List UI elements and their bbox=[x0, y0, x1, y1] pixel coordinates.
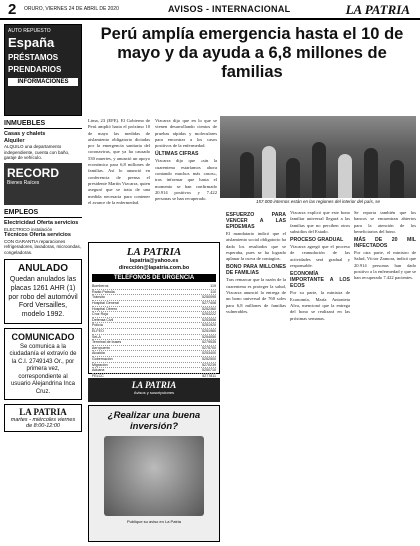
phone-line-number: 5277811 bbox=[202, 373, 216, 378]
article-col3-text-b: Tras remarcar que la razón de la cuarentena es proteger la salud, Vizcarra anunció la entrega de un bono universal de 760 soles para 6,8 millones de familias vulnerables. bbox=[226, 277, 286, 314]
anulado-title: ANULADO bbox=[18, 263, 68, 275]
article-col3-sub: ESFUERZO PARA VENCER A LAS EPIDEMIAS bbox=[226, 212, 286, 230]
phone-line-name: Hospital Obrero bbox=[92, 306, 118, 311]
phone-line-name: Cruz Roja bbox=[92, 312, 108, 317]
phone-line-number: 5254050 bbox=[202, 334, 216, 339]
inmuebles-sub2: Alquiler bbox=[4, 137, 25, 144]
section-title: AVISOS - INTERNACIONAL bbox=[168, 4, 291, 14]
phone-line-name: Hospital General bbox=[92, 301, 119, 306]
photo-caption: 157.000 internos están en las regiones del interior del país, se bbox=[255, 199, 381, 204]
phone-line-name: FELCC bbox=[92, 373, 104, 378]
ad-espana-line1: PRÉSTAMOS bbox=[8, 53, 59, 62]
ad-espana bbox=[4, 24, 82, 116]
article-col1 bbox=[88, 118, 150, 238]
phone-line-number: 5270239 bbox=[202, 362, 216, 367]
ad-lp-email: lapatria@yahoo.es bbox=[129, 258, 179, 264]
phone-line-number: 5251920 bbox=[202, 323, 216, 328]
phone-line-name: Bomberos bbox=[92, 284, 109, 289]
article-col4-sub: PROCESO GRADUAL bbox=[290, 237, 344, 244]
comunicado-body: Se comunica a la ciudadanía el extravío de la C.I. 2749143 Or., por primera vez, correspondiente al usuario Alejandrina Inca Cruz. bbox=[9, 343, 77, 395]
ad-invest-sub: Publique su aviso en La Patria bbox=[126, 519, 182, 524]
phone-line-number: 5253556 bbox=[202, 317, 216, 322]
article-col2-text-b: Vizcarra dijo que «sin la cuarentena estaríamos ahora contando muchos más casos», tras informar que hasta el momento se han confirmado 20.914 positivos y 7.422 personas se han recuperado. bbox=[155, 158, 217, 202]
article-col4-text-b: Vizcarra agregó que el proceso de reanudación de las actividades será gradual y responsable. bbox=[290, 244, 350, 269]
anulado-body: Quedan anulados las placas 1261 AHR (1) por robo del automóvil Ford Versailles, modelo 1992. bbox=[8, 276, 78, 319]
classifieds-column bbox=[4, 24, 82, 432]
empleos-text1: ELECTRICO instalación bbox=[4, 226, 53, 232]
phone-line-name: Defensa Civil bbox=[92, 317, 114, 322]
ad-lp-web: dirección@lapatria.com.bo bbox=[118, 265, 190, 272]
article-col5-sub: MÁS DE 20 MIL INFECTADOS bbox=[354, 237, 416, 250]
la-patria-box-body: martes - miércoles viernes de 8:00-12:00 bbox=[10, 417, 76, 430]
article-photo bbox=[220, 116, 416, 198]
phone-line-name: Radio Patrulla bbox=[92, 289, 115, 294]
phone-line-number: 5251960 bbox=[202, 329, 216, 334]
ad-record-brand: RECORD bbox=[7, 166, 60, 181]
phone-line-number: 5275700 bbox=[202, 345, 216, 350]
article-col3-text: El mandatario indicó que el aislamiento social obligatorio ha dado los resultados que se esperaba, pues se ha logrado aplanar la curva de contagios. bbox=[226, 231, 286, 262]
phone-line-number: 5253400 bbox=[202, 351, 216, 356]
la-patria-box-title: LA PATRIA bbox=[19, 407, 67, 418]
empleos-sub2: Técnicos Oferta servicios bbox=[4, 232, 71, 239]
inmuebles-item bbox=[4, 131, 82, 160]
page-header bbox=[0, 0, 420, 20]
ad-espana-line2: PRENDARIOS bbox=[8, 65, 62, 74]
empleos-sub: Electricidad Oferta servicios bbox=[4, 220, 79, 227]
phone-line-name: Migración bbox=[92, 362, 108, 367]
phone-line-number: 5253222 bbox=[202, 312, 216, 317]
phone-line-name: Terminal de buses bbox=[92, 340, 122, 345]
ad-la-patria-phones bbox=[88, 242, 220, 378]
ad-invest-title: ¿Realizar una buena inversión? bbox=[107, 410, 201, 432]
article-col4-text: Vizcarra explicó que este bono familiar universal llegará a las familias que no perciben otros subsidios del Estado. bbox=[290, 210, 350, 234]
inmuebles-sub: Casas y chalets bbox=[4, 131, 46, 137]
ad-la-patria-small bbox=[88, 378, 220, 402]
phone-line-name: ELFEO bbox=[92, 329, 104, 334]
inmuebles-text: ALQUILO una departamento independiente, cuenta con baño, garaje de vehículo. bbox=[4, 144, 70, 160]
anulado-notice bbox=[4, 259, 82, 324]
masthead: LA PATRIA bbox=[345, 2, 410, 17]
article-col3 bbox=[226, 210, 286, 540]
phone-line-number: 110 bbox=[210, 289, 216, 294]
phone-line-number: 5252500 bbox=[202, 357, 216, 361]
comunicado-title: COMUNICADO bbox=[11, 331, 75, 342]
article-col4-text-c: Por su parte, la ministra de Economía, María Antonieta Alva, mencionó que la entrega del bono se realizará en las próximas semanas. bbox=[290, 290, 350, 321]
empleos-heading: EMPLEOS bbox=[4, 209, 82, 218]
phone-line-number: 5279535 bbox=[202, 340, 216, 345]
comunicado-notice bbox=[4, 328, 82, 401]
article-col4 bbox=[290, 210, 350, 540]
ad-lp-phone-list bbox=[92, 284, 216, 390]
ad-espana-info: INFORMACIONES bbox=[8, 78, 78, 86]
empleos-text2: CON GARANTIA reparaciones refrigeradores, lavadoras, microondas, congeladoras. bbox=[4, 238, 82, 255]
ad-invest-photo bbox=[104, 436, 204, 516]
empleos-item bbox=[4, 220, 82, 255]
phone-line-name: SeLA bbox=[92, 334, 101, 339]
page-number: 2 bbox=[8, 1, 17, 18]
ad-espana-top: AUTO REPUESTO bbox=[8, 28, 51, 34]
ad-lp-title: LA PATRIA bbox=[126, 246, 182, 258]
article-headline: Perú amplía emergencia hasta el 10 de mayo y da ayuda a 6,8 millones de familias bbox=[100, 25, 404, 81]
la-patria-box bbox=[4, 404, 82, 432]
phone-line-number: 5277408 bbox=[202, 301, 216, 306]
ad-lp2-sub: Avisos y suscripciones bbox=[133, 390, 175, 395]
phone-line-number: 5250710 bbox=[202, 368, 216, 373]
article-col5-text-b: Por otra parte, el ministro de Salud, Víctor Zamora, indicó que 20.914 personas han dado positivo a la enfermedad y que se han recuperado 7.422 pacientes. bbox=[354, 250, 416, 281]
inmuebles-heading: INMUEBLES bbox=[4, 120, 82, 129]
article-col5-text: Se reporta también que los bancos se encuentran abiertos para la atención de los beneficiarios del bono. bbox=[354, 210, 416, 234]
article-col4-sub2: ECONOMÍA IMPORTANTE A LOS ECOS bbox=[290, 271, 350, 290]
ad-investment bbox=[88, 405, 220, 542]
article-col2-sub: ÚLTIMAS CIFRAS bbox=[155, 151, 199, 158]
ad-record-sub: Bienes Raíces bbox=[7, 180, 40, 187]
phone-line-number: 119 bbox=[210, 284, 216, 289]
article-col5 bbox=[354, 210, 416, 540]
phone-line-name: Gobernación bbox=[92, 357, 113, 361]
ad-lp2-title: LA PATRIA bbox=[131, 380, 177, 390]
ad-lp-bar: TELÉFONOS DE URGENCIA bbox=[92, 274, 216, 282]
phone-line-name: Aeropuerto bbox=[92, 345, 110, 350]
phone-line-name: Alcaldía bbox=[92, 351, 105, 356]
article-col3-sub2: BONO PARA MILLONES DE FAMILIAS bbox=[226, 264, 286, 277]
phone-line-number: 5252360 bbox=[202, 306, 216, 311]
phone-line-name: Aduana bbox=[92, 368, 105, 373]
ad-espana-brand: España bbox=[8, 35, 55, 50]
article-col2-text: Vizcarra dijo que en lo que se vienen desarrollando cientos de pruebas rápidas y moleculares para encontrar a los casos positivos de la enfermedad. bbox=[155, 118, 217, 149]
article-col2 bbox=[155, 118, 217, 238]
article-col1-text: Lima, 23 (EFE). El Gobierno de Perú amplió hasta el próximo 10 de mayo las medidas de aislamiento obligatorio dictadas por la emergencia sanitaria del coronavirus, que ya ha causado 530 muertes, y anunció un apoyo económico para 6,8 millones de familias. Así lo anunció en conferencia de prensa el presidente Martín Vizcarra, quien aseguró que se trata de una medida necesaria para contener el avance de la enfermedad. bbox=[88, 118, 150, 205]
phone-line-number: 5250095 bbox=[202, 295, 216, 300]
phone-line-name: Policía bbox=[92, 323, 103, 328]
dateline: ORURO, VIERNES 24 DE ABRIL DE 2020 bbox=[24, 6, 119, 12]
ad-record bbox=[4, 163, 82, 205]
phone-line-name: Tránsito bbox=[92, 295, 105, 300]
